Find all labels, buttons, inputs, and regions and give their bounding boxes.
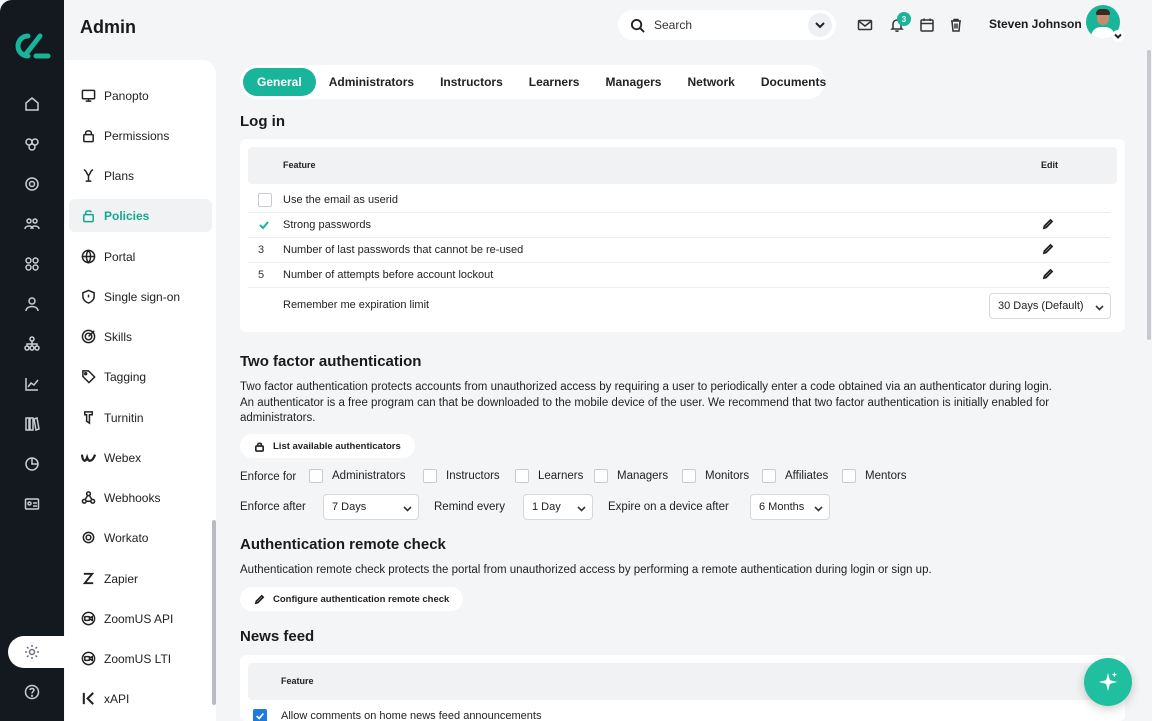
page-title: Admin [80,17,136,37]
tab-network[interactable]: Network [687,75,735,89]
settings-gear-icon[interactable] [8,636,66,668]
page-scrollbar[interactable] [1147,50,1151,340]
sidebar-item-single-sign-on[interactable]: Single sign-on [69,280,212,313]
user-icon[interactable] [22,294,42,314]
xapi-icon [81,691,96,706]
user-name[interactable]: Steven Johnson [989,17,1082,31]
monitor-icon [81,88,96,103]
list-authenticators-button[interactable]: List available authenticators [240,434,415,458]
library-icon[interactable] [22,414,42,434]
pie-chart-icon[interactable] [22,454,42,474]
two-factor-section-title: Two factor authentication [240,353,422,370]
sidebar-item-portal[interactable]: Portal [69,240,212,273]
app-logo[interactable] [12,30,52,62]
edit-column-header: Edit [1041,160,1058,170]
home-icon[interactable] [22,94,42,114]
apps-grid-icon[interactable] [22,254,42,274]
expire-after-label: Expire on a device after [608,501,729,513]
org-chart-icon[interactable] [22,334,42,354]
enforce-mentors-checkbox[interactable]: Mentors [842,469,907,483]
tag-icon [81,369,96,384]
tab-learners[interactable]: Learners [528,75,580,89]
tab-instructors[interactable]: Instructors [440,75,503,89]
feature-label: Number of last passwords that cannot be re-used [283,244,524,256]
target-icon [81,329,96,344]
allow-comments-label: Allow comments on home news feed announcements [281,710,542,721]
courses-icon[interactable] [22,134,42,154]
remind-every-select[interactable]: 1 Day [523,494,593,520]
reports-chart-icon[interactable] [22,374,42,394]
mail-icon[interactable] [857,17,873,33]
users-group-icon[interactable] [22,214,42,234]
sidebar-item-plans[interactable]: Plans [69,159,212,192]
sidebar-item-webex[interactable]: Webex [69,441,212,474]
search-input[interactable]: Search [654,18,693,32]
two-factor-description: Two factor authentication protects accounts from unauthorized access by requiring a user to periodically enter a code obtained via an authenticator during login. An authenticator is a free program can that be downloaded to the mobile device of the user. We recommend that two factor authentication is initially enabled for administrators. [240,381,1052,424]
tab-general[interactable]: General [243,68,316,96]
feature-value: 5 [258,269,265,281]
sparkle-icon [1097,671,1119,693]
enforce-monitors-checkbox[interactable]: Monitors [682,469,749,483]
feature-column-header: Feature [283,160,316,170]
sidebar-item-permissions[interactable]: Permissions [69,119,212,152]
search-scope-dropdown[interactable] [808,13,832,37]
target-icon[interactable] [22,174,42,194]
sidebar-item-workato[interactable]: Workato [69,521,212,554]
settings-tabs [240,65,825,99]
login-section-title: Log in [240,113,285,130]
zoom-icon [81,611,96,626]
table-row [248,188,1110,213]
feature-label: Use the email as userid [283,194,398,206]
sidebar-item-zapier[interactable]: Zapier [69,562,212,595]
user-menu-chevron-icon[interactable] [1112,30,1124,42]
tab-documents[interactable]: Documents [760,75,827,89]
enforce-managers-checkbox[interactable]: Managers [594,469,668,483]
news-feed-card [240,655,1125,721]
remember-me-select[interactable] [989,293,1111,319]
enforce-after-select[interactable]: 7 Days [323,494,419,520]
globe-icon [81,249,96,264]
login-card [240,139,1125,332]
zapier-icon [81,571,96,586]
news-feed-table-header [248,663,1117,700]
remote-check-description: Authentication remote check protects the portal from unauthorized access by performing a remote authentication during login or sign up. [240,564,932,576]
help-icon[interactable] [22,682,42,702]
enforce-affiliates-checkbox[interactable]: Affiliates [762,469,828,483]
news-feed-section-title: News feed [240,628,315,645]
gear-icon [81,530,96,545]
zoom-icon [81,651,96,666]
sidebar-item-tagging[interactable]: Tagging [69,360,212,393]
notification-badge: 3 [897,12,911,26]
remote-check-section-title: Authentication remote check [240,536,446,553]
edit-pencil-icon[interactable] [1042,218,1056,232]
tab-administrators[interactable]: Administrators [328,75,415,89]
sidebar-item-panopto[interactable]: Panopto [69,79,212,112]
webex-icon [81,450,96,465]
lock-icon [81,128,96,143]
sidebar-item-zoomus-lti[interactable]: ZoomUS LTI [69,642,212,675]
chevron-down-icon [1095,303,1104,312]
ai-assistant-button[interactable] [1084,658,1132,706]
search-box[interactable] [618,10,836,40]
plans-icon [81,168,96,183]
id-card-icon[interactable] [22,494,42,514]
remind-every-label: Remind every [434,501,505,513]
enforce-for-label: Enforce for [240,471,297,483]
chevron-down-icon [814,19,826,31]
enforce-administrators-checkbox[interactable]: Administrators [309,469,406,483]
configure-remote-check-button[interactable]: Configure authentication remote check [240,587,463,611]
feature-value: 3 [258,244,265,256]
sidebar-item-turnitin[interactable]: Turnitin [69,401,212,434]
lock-icon [254,441,265,452]
check-icon [258,219,272,234]
sidebar-item-xapi[interactable]: xAPI [69,682,212,715]
feature-column-header: Feature [281,676,314,686]
shield-icon [81,289,96,304]
sidebar-scrollbar[interactable] [212,520,216,705]
chevron-down-icon [403,504,412,513]
sidebar-item-zoomus-api[interactable]: ZoomUS API [69,602,212,635]
sidebar-item-webhooks[interactable]: Webhooks [69,481,212,514]
trash-icon[interactable] [948,17,964,33]
webhooks-icon [81,490,96,505]
expire-after-select[interactable]: 6 Months [750,494,830,520]
edit-pencil-icon [254,594,265,605]
table-row [248,238,1110,263]
edit-pencil-icon[interactable] [1042,243,1056,257]
unlock-icon [81,208,96,223]
allow-comments-checkbox[interactable] [253,709,267,721]
enforce-after-label: Enforce after [240,501,306,513]
search-icon [630,18,645,33]
tab-managers[interactable]: Managers [605,75,662,89]
chevron-down-icon [577,504,586,513]
remember-me-label: Remember me expiration limit [283,299,430,311]
login-table-header [248,147,1117,184]
sidebar-item-policies[interactable]: Policies [69,199,212,232]
chevron-down-icon [814,504,823,513]
settings-sidebar [65,60,216,721]
calendar-icon[interactable] [919,17,935,33]
main-rail [0,0,64,721]
turnitin-icon [81,410,96,425]
sidebar-item-skills[interactable]: Skills [69,320,212,353]
use-email-userid-checkbox[interactable] [258,193,272,207]
enforce-instructors-checkbox[interactable]: Instructors [423,469,500,483]
table-row [248,263,1110,288]
enforce-learners-checkbox[interactable]: Learners [515,469,583,483]
feature-label: Strong passwords [283,219,372,231]
feature-label: Number of attempts before account lockout [283,269,494,281]
remember-me-value: 30 Days (Default) [998,300,1084,312]
table-row [248,213,1110,238]
edit-pencil-icon[interactable] [1042,268,1056,282]
